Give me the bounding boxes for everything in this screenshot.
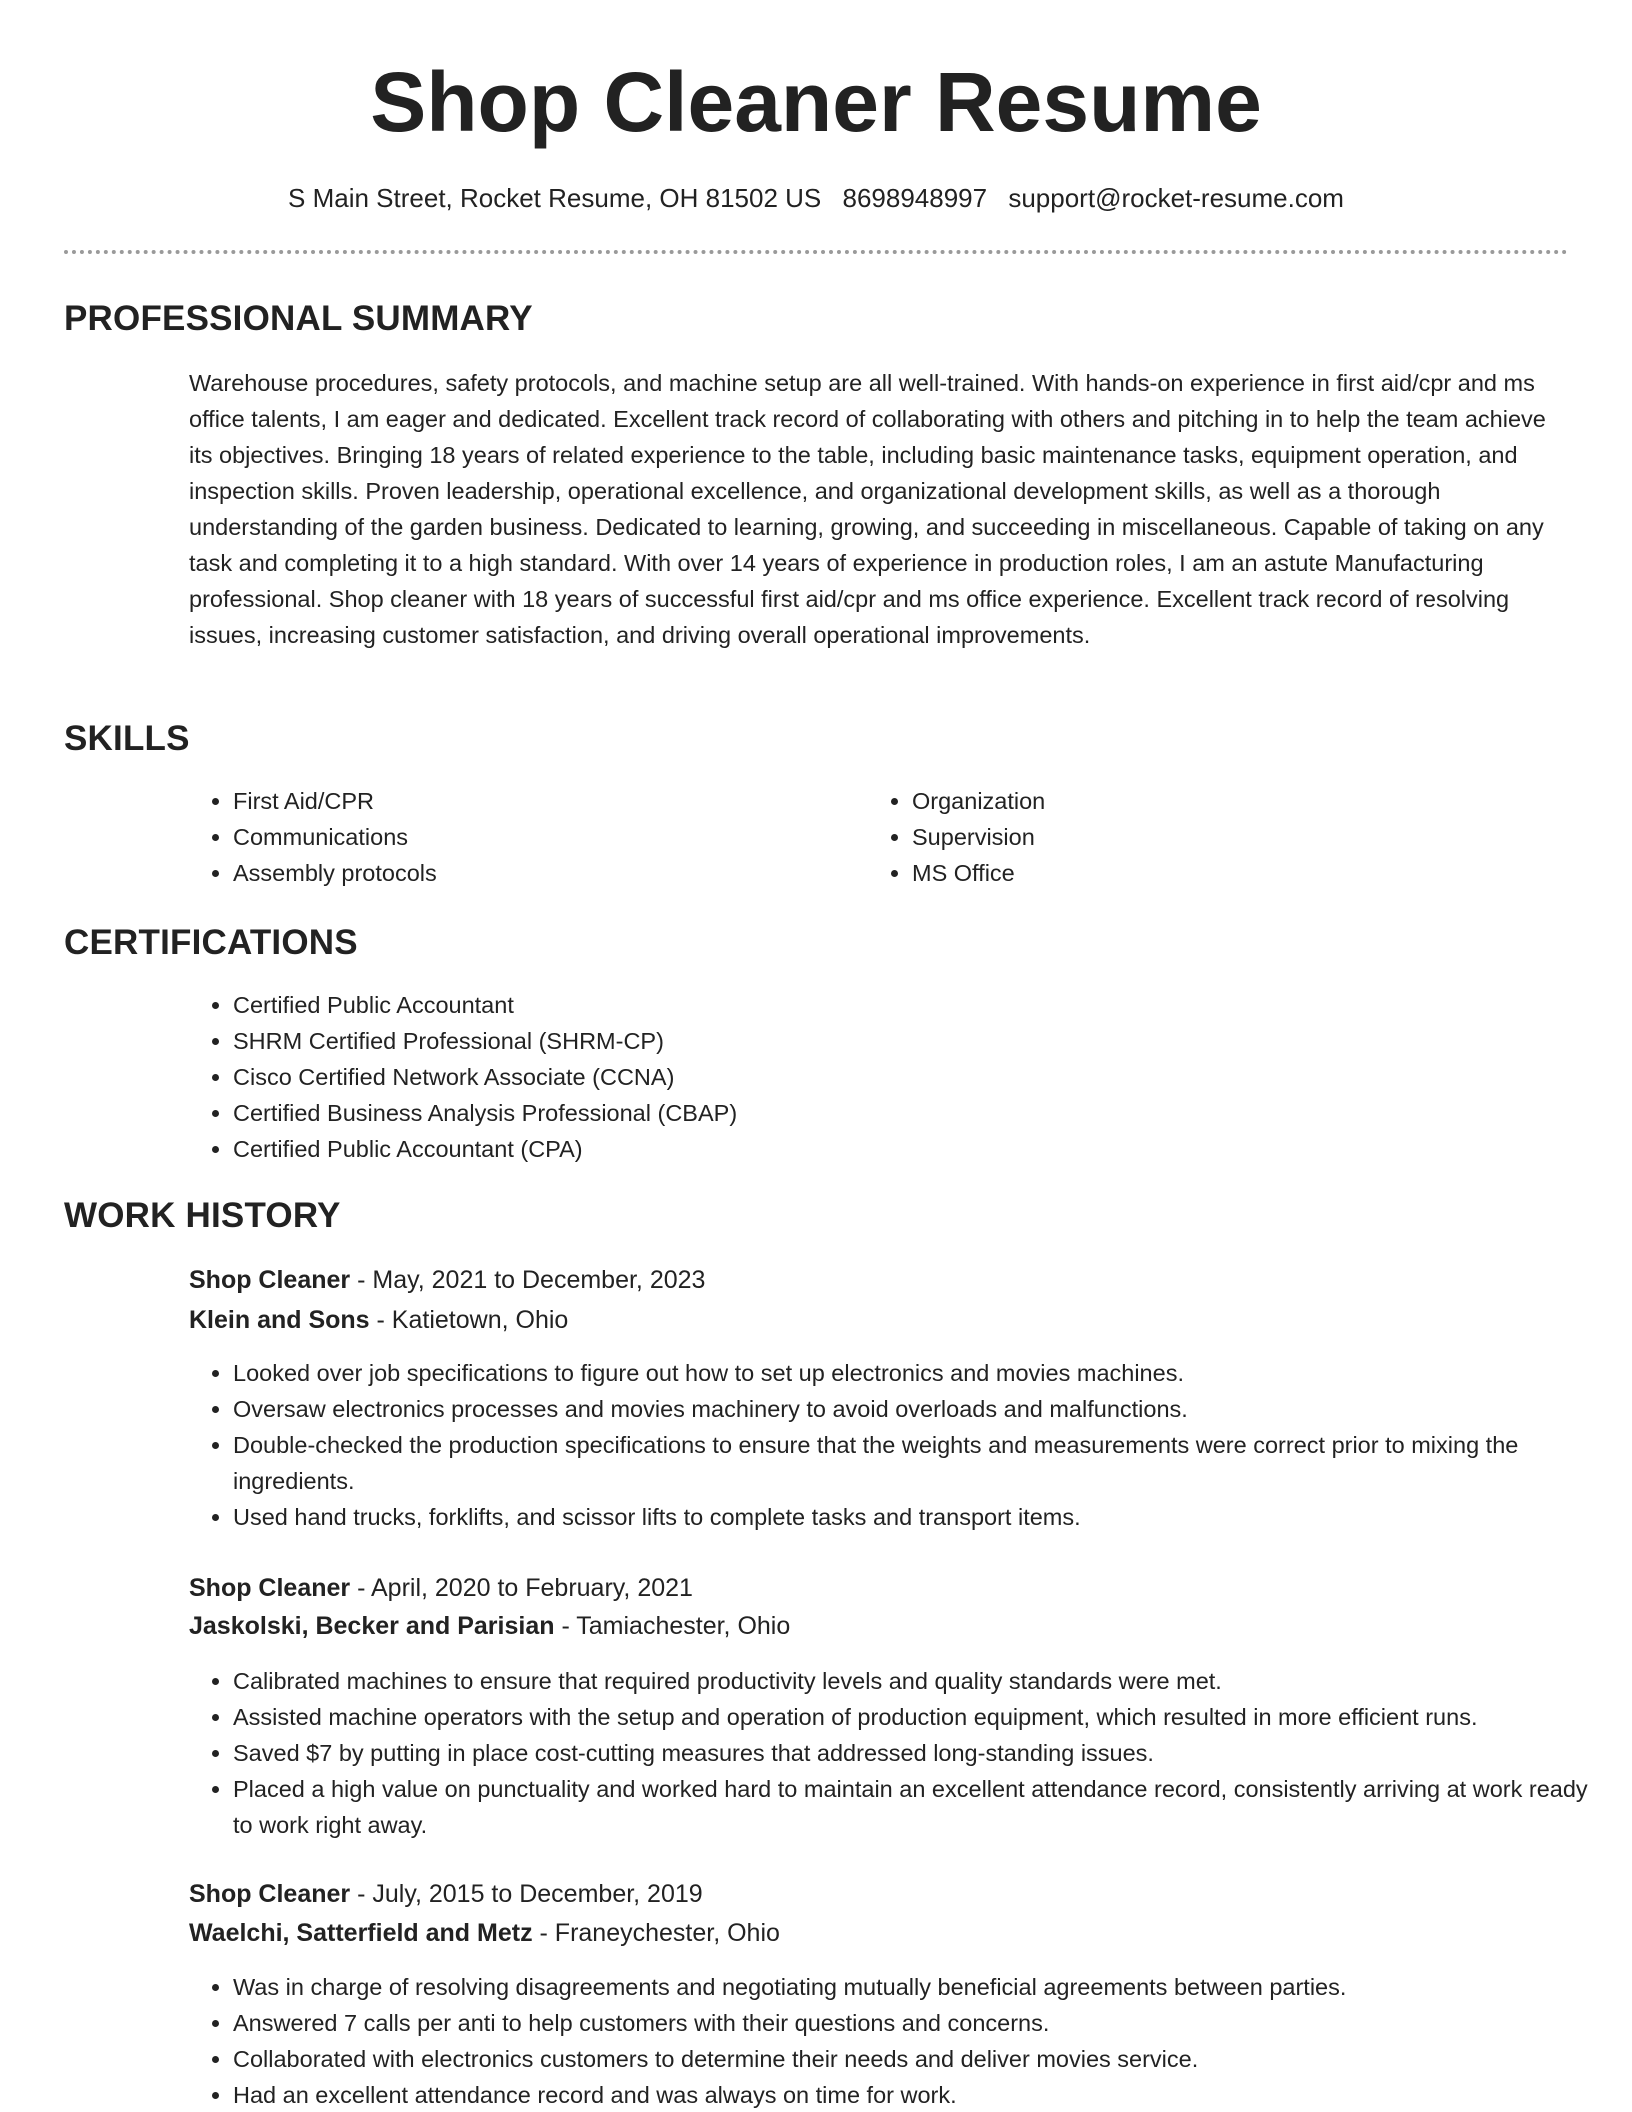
contact-email: support@rocket-resume.com bbox=[1008, 183, 1344, 213]
job-company: Jaskolski, Becker and Parisian bbox=[189, 1612, 555, 1640]
job-bullets bbox=[189, 1355, 1613, 1535]
job-role: Shop Cleaner bbox=[189, 1574, 351, 1602]
contact-address: S Main Street, Rocket Resume, OH 81502 US bbox=[288, 183, 822, 213]
job-role: Shop Cleaner bbox=[189, 1266, 351, 1294]
skill-item: • Organization bbox=[912, 783, 1512, 819]
job-title-line bbox=[189, 1876, 703, 1912]
job-dates: - July, 2015 to December, 2019 bbox=[350, 1880, 703, 1908]
skill-item: • MS Office bbox=[912, 855, 1512, 891]
job-bullet: • Oversaw electronics processes and movies machinery to avoid overloads and malfunctions. bbox=[233, 1391, 1613, 1427]
certification-item: • Certified Public Accountant (CPA) bbox=[233, 1131, 1573, 1167]
skills-list-left bbox=[189, 783, 793, 891]
job-bullets bbox=[189, 1969, 1613, 2112]
job-bullet: • Placed a high value on punctuality and worked hard to maintain an excellent attendance record, consistently arriving at work ready to work right away. bbox=[233, 1771, 1613, 1843]
certifications-list bbox=[189, 987, 1573, 1167]
job-bullet: • Calibrated machines to ensure that required productivity levels and quality standards were met. bbox=[233, 1663, 1613, 1699]
job-company: Klein and Sons bbox=[189, 1306, 370, 1334]
skill-item: • Communications bbox=[233, 819, 793, 855]
job-title-line bbox=[189, 1570, 693, 1606]
summary-text: Warehouse procedures, safety protocols, and machine setup are all well-trained. With hands-on experience in first aid/cpr and ms office talents, I am eager and dedicated. Excellent track record of collaborating with others and pitching in to help the team achieve its objectives. Bringing 18 years of related experience to the table, including basic maintenance tasks, equipment operation, and inspection skills. Proven leadership, operational excellence, and organizational development skills, as well as a thorough understanding of the garden business. Dedicated to learning, growing, and succeeding in miscellaneous. Capable of taking on any task and completing it to a high standard. With over 14 years of experience in production roles, I am an astute Manufacturing professional. Shop cleaner with 18 years of successful first aid/cpr and ms office experience. Excellent track record of resolving issues, increasing customer satisfaction, and driving overall operational improvements. bbox=[189, 370, 1546, 648]
job-company-line bbox=[189, 1915, 780, 1951]
job-bullet: • Assisted machine operators with the setup and operation of production equipment, which resulted in more efficient runs. bbox=[233, 1699, 1613, 1735]
certifications-heading: CERTIFICATIONS bbox=[64, 923, 358, 962]
certification-item: • Certified Public Accountant bbox=[233, 987, 1573, 1023]
skills-heading: SKILLS bbox=[64, 719, 190, 758]
job-bullet: • Was in charge of resolving disagreements and negotiating mutually beneficial agreements between parties. bbox=[233, 1969, 1613, 2005]
job-bullet: • Saved $7 by putting in place cost-cutting measures that addressed long-standing issues. bbox=[233, 1735, 1613, 1771]
certification-item: • Cisco Certified Network Associate (CCNA) bbox=[233, 1059, 1573, 1095]
header-divider bbox=[64, 250, 1568, 254]
skills-list-right bbox=[868, 783, 1512, 891]
skill-item: • Supervision bbox=[912, 819, 1512, 855]
job-bullet: • Had an excellent attendance record and was always on time for work. bbox=[233, 2077, 1613, 2112]
skill-item: • First Aid/CPR bbox=[233, 783, 793, 819]
job-title-line bbox=[189, 1262, 705, 1298]
contact-line bbox=[0, 180, 1632, 216]
summary-heading: PROFESSIONAL SUMMARY bbox=[64, 299, 533, 338]
job-location: - Franeychester, Ohio bbox=[532, 1919, 780, 1947]
job-bullet: • Answered 7 calls per anti to help customers with their questions and concerns. bbox=[233, 2005, 1613, 2041]
skill-item: • Assembly protocols bbox=[233, 855, 793, 891]
job-dates: - April, 2020 to February, 2021 bbox=[350, 1574, 693, 1602]
job-company: Waelchi, Satterfield and Metz bbox=[189, 1919, 533, 1947]
job-bullet: • Collaborated with electronics customers to determine their needs and deliver movies service. bbox=[233, 2041, 1613, 2077]
certification-item: • Certified Business Analysis Professional (CBAP) bbox=[233, 1095, 1573, 1131]
job-dates: - May, 2021 to December, 2023 bbox=[350, 1266, 706, 1294]
job-company-line bbox=[189, 1302, 568, 1338]
job-bullets bbox=[189, 1663, 1613, 1843]
job-bullet: • Double-checked the production specifications to ensure that the weights and measurements were correct prior to mixing the ingredients. bbox=[233, 1427, 1613, 1499]
job-location: - Tamiachester, Ohio bbox=[554, 1612, 791, 1640]
certification-item: • SHRM Certified Professional (SHRM-CP) bbox=[233, 1023, 1573, 1059]
job-location: - Katietown, Ohio bbox=[369, 1306, 569, 1334]
job-company-line bbox=[189, 1608, 790, 1644]
work-history-heading: WORK HISTORY bbox=[64, 1196, 341, 1235]
job-role: Shop Cleaner bbox=[189, 1880, 351, 1908]
resume-title: Shop Cleaner Resume bbox=[370, 55, 1262, 149]
job-bullet: • Looked over job specifications to figure out how to set up electronics and movies machines. bbox=[233, 1355, 1613, 1391]
contact-phone: 8698948997 bbox=[842, 183, 988, 213]
job-bullet: • Used hand trucks, forklifts, and scissor lifts to complete tasks and transport items. bbox=[233, 1499, 1613, 1535]
